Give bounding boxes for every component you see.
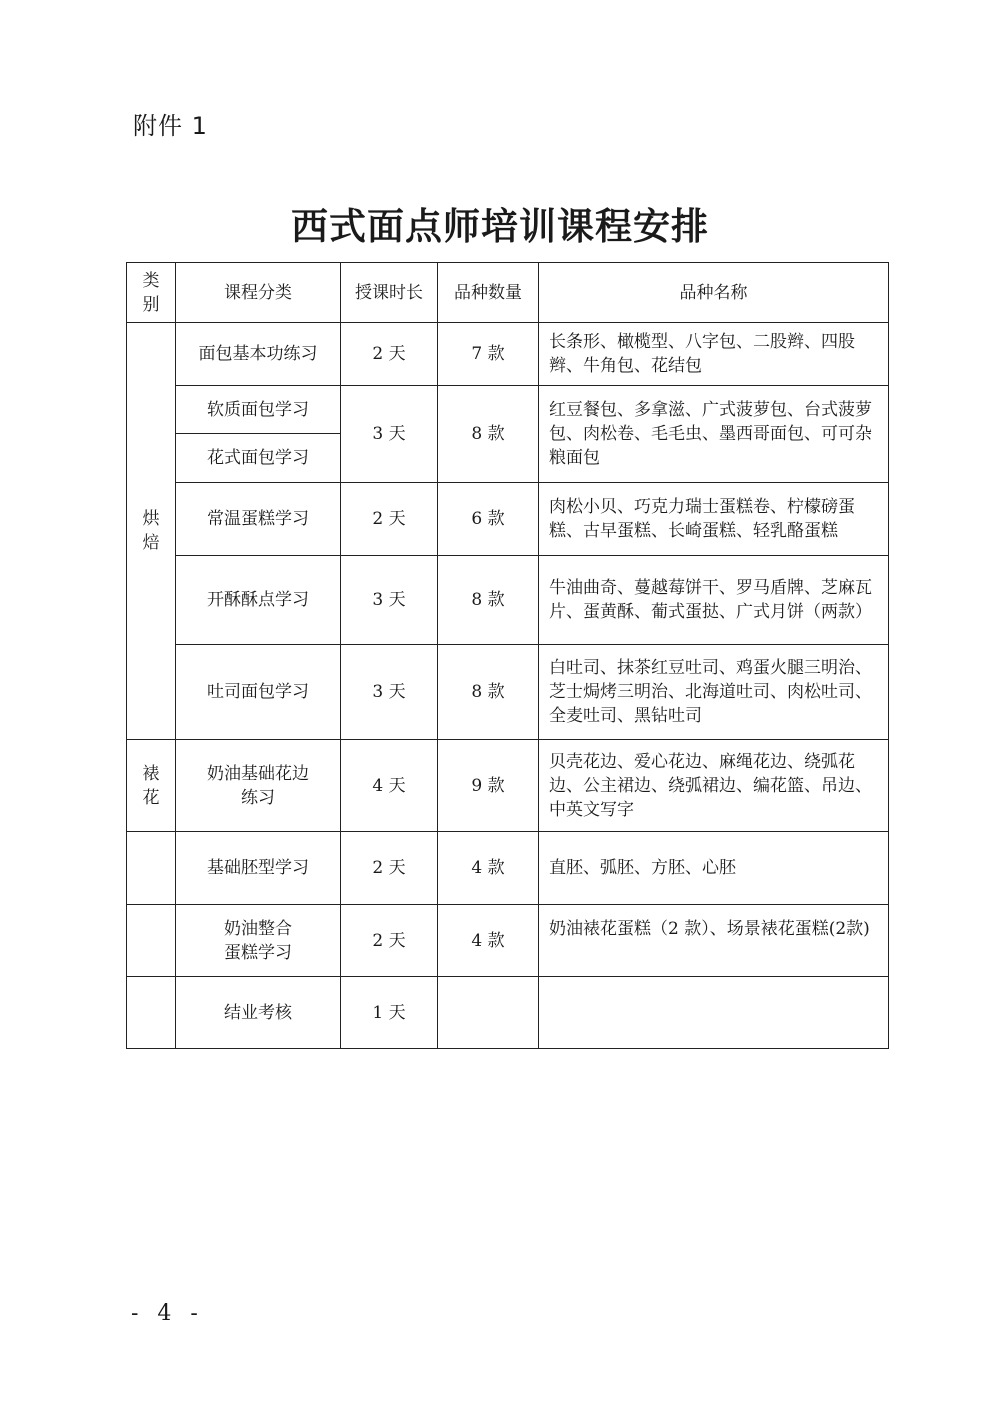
page-number: - 4 - [131,1301,204,1326]
document-title: 西式面点师培训课程安排 [291,204,709,248]
names-cell [539,977,889,1049]
table-row [127,977,889,1049]
names-cell: 奶油裱花蛋糕（2 款）、场景裱花蛋糕(2款) [539,905,889,977]
duration-cell: 3 天 [341,556,438,645]
table-row [127,483,889,556]
table-header-row [127,263,889,323]
category-cell-empty [127,905,176,977]
header-duration: 授课时长 [341,263,438,323]
count-cell: 7 款 [438,323,539,386]
course-cell: 面包基本功练习 [176,323,341,386]
count-cell: 8 款 [438,386,539,483]
course-cell: 基础胚型学习 [176,832,341,905]
duration-cell: 3 天 [341,386,438,483]
category-cell-empty [127,977,176,1049]
count-cell [438,977,539,1049]
category-cell-empty [127,832,176,905]
course-cell: 吐司面包学习 [176,645,341,740]
table-row [127,740,889,832]
course-cell: 奶油基础花边练习 [176,740,341,832]
count-cell: 8 款 [438,556,539,645]
attachment-label: 附件 1 [133,112,208,140]
duration-cell: 2 天 [341,905,438,977]
table-row [127,832,889,905]
header-course: 课程分类 [176,263,341,323]
duration-cell: 2 天 [341,483,438,556]
table-row [127,323,889,386]
names-cell: 白吐司、抹茶红豆吐司、鸡蛋火腿三明治、芝士焗烤三明治、北海道吐司、肉松吐司、全麦吐司、黑钻吐司 [539,645,889,740]
category-cell-baking: 烘焙 [127,323,176,740]
names-cell: 长条形、橄榄型、八字包、二股辫、四股辫、牛角包、花结包 [539,323,889,386]
course-cell: 花式面包学习 [176,434,341,483]
header-category: 类别 [127,263,176,323]
course-cell: 开酥酥点学习 [176,556,341,645]
table-row [127,556,889,645]
count-cell: 4 款 [438,832,539,905]
names-cell: 贝壳花边、爱心花边、麻绳花边、绕弧花边、公主裙边、绕弧裙边、编花篮、吊边、中英文写字 [539,740,889,832]
count-cell: 4 款 [438,905,539,977]
category-cell-piping: 裱花 [127,740,176,832]
duration-cell: 4 天 [341,740,438,832]
names-cell: 红豆餐包、多拿滋、广式菠萝包、台式菠萝包、肉松卷、毛毛虫、墨西哥面包、可可杂粮面包 [539,386,889,483]
duration-cell: 3 天 [341,645,438,740]
names-cell: 直胚、弧胚、方胚、心胚 [539,832,889,905]
duration-cell: 1 天 [341,977,438,1049]
course-cell: 结业考核 [176,977,341,1049]
header-names: 品种名称 [539,263,889,323]
course-cell: 常温蛋糕学习 [176,483,341,556]
count-cell: 6 款 [438,483,539,556]
course-cell: 奶油整合蛋糕学习 [176,905,341,977]
names-cell: 牛油曲奇、蔓越莓饼干、罗马盾牌、芝麻瓦片、蛋黄酥、葡式蛋挞、广式月饼（两款） [539,556,889,645]
course-cell: 软质面包学习 [176,386,341,434]
duration-cell: 2 天 [341,323,438,386]
count-cell: 8 款 [438,645,539,740]
header-count: 品种数量 [438,263,539,323]
table-row [127,645,889,740]
duration-cell: 2 天 [341,832,438,905]
table-row [127,386,889,434]
course-schedule-table [126,262,889,1049]
names-cell: 肉松小贝、巧克力瑞士蛋糕卷、柠檬磅蛋糕、古早蛋糕、长崎蛋糕、轻乳酪蛋糕 [539,483,889,556]
table-row [127,905,889,977]
count-cell: 9 款 [438,740,539,832]
